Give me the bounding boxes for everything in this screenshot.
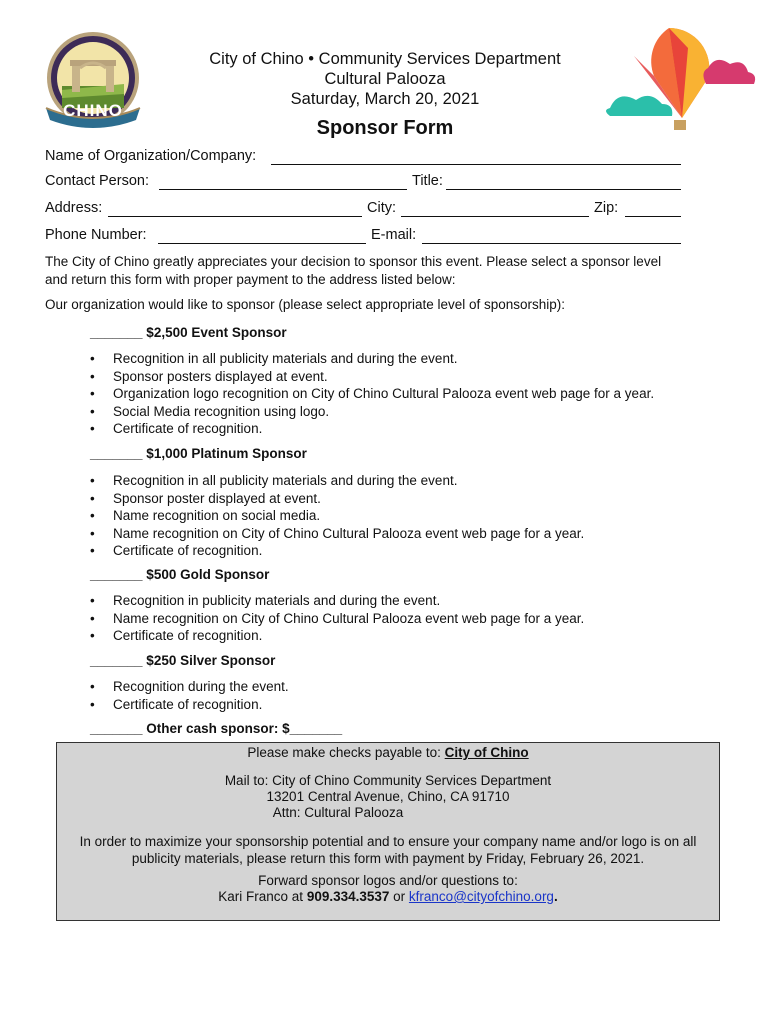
address-label: Address: <box>45 200 103 216</box>
deadline-line-2: publicity materials, please return this form with payment by Friday, February 26, 2021. <box>131 851 645 866</box>
bullet-icon: • <box>90 696 95 712</box>
logo-text: CHINO <box>63 101 123 120</box>
city-of-chino-logo <box>40 28 146 134</box>
benefit-text: Recognition in all publicity materials and during the event. <box>113 473 458 488</box>
contact-line <box>57 889 719 906</box>
deadline-line-1: In order to maximize your sponsorship potential and to ensure your company name and/or logo is on all <box>79 834 697 849</box>
benefit-text: Certificate of recognition. <box>113 628 263 643</box>
title-input-line[interactable] <box>446 189 681 190</box>
benefit-text: Sponsor poster displayed at event. <box>113 490 321 506</box>
zip-label: Zip: <box>594 200 619 216</box>
mail-attn-line: Attn: Cultural Palooza <box>272 805 404 820</box>
benefit-text: Certificate of recognition. <box>113 421 263 436</box>
sponsorship-prompt: Our organization would like to sponsor (please select appropriate level of sponsorship): <box>45 297 566 312</box>
organization-field-row <box>45 148 681 168</box>
list-item <box>88 696 289 714</box>
event-name: Cultural Palooza <box>324 70 446 88</box>
phone-label: Phone Number: <box>45 227 147 243</box>
contact-field-row <box>45 173 681 193</box>
benefit-text: Name recognition on City of Chino Cultural Palooza event web page for a year. <box>113 610 585 626</box>
city-input-line[interactable] <box>401 216 589 217</box>
gold-sponsor-option[interactable]: _______ $500 Gold Sponsor <box>90 567 270 582</box>
city-label: City: <box>367 200 396 216</box>
intro-paragraph: The City of Chino greatly appreciates your decision to sponsor this event. Please select a sponsor level and return this form with proper payment to the address listed below: <box>45 254 662 287</box>
event-header <box>170 49 600 109</box>
list-item <box>88 472 584 490</box>
bullet-icon: • <box>90 386 95 401</box>
payment-info-box <box>56 742 720 921</box>
list-item <box>88 385 654 403</box>
bullet-icon: • <box>90 473 95 488</box>
contact-name: Kari Franco at <box>218 889 307 904</box>
list-item <box>88 592 584 610</box>
bullet-icon: • <box>90 525 95 541</box>
organization-input-line[interactable] <box>271 164 681 165</box>
bullet-icon: • <box>90 490 95 506</box>
bullet-icon: • <box>90 368 95 384</box>
email-input-line[interactable] <box>422 243 681 244</box>
hot-air-balloon-graphic <box>604 26 770 138</box>
bullet-icon: • <box>90 351 95 366</box>
hot-air-balloon-icon <box>604 26 770 138</box>
list-item <box>88 610 584 628</box>
form-title: Sponsor Form <box>316 117 454 139</box>
bullet-icon: • <box>90 508 95 523</box>
checks-payee: City of Chino <box>444 745 529 760</box>
list-item <box>88 542 584 560</box>
benefit-text: Sponsor posters displayed at event. <box>113 368 328 384</box>
department-line: City of Chino • Community Services Department <box>209 50 561 68</box>
benefit-text: Recognition in publicity materials and during the event. <box>113 593 441 608</box>
bullet-icon: • <box>90 628 95 643</box>
benefit-text: Social Media recognition using logo. <box>113 403 330 419</box>
or-text: or <box>389 889 409 904</box>
benefit-text: Name recognition on City of Chino Cultural Palooza event web page for a year. <box>113 525 585 541</box>
zip-input-line[interactable] <box>625 216 681 217</box>
benefit-text: Certificate of recognition. <box>113 543 263 558</box>
contact-person-input-line[interactable] <box>159 189 407 190</box>
benefit-text: Recognition in all publicity materials and during the event. <box>113 351 458 366</box>
checks-payable-line <box>57 745 719 762</box>
other-cash-sponsor-option[interactable]: _______ Other cash sponsor: $_______ <box>90 721 343 736</box>
platinum-sponsor-option[interactable]: _______ $1,000 Platinum Sponsor <box>90 446 307 461</box>
period-text: . <box>553 889 558 904</box>
list-item <box>88 403 654 421</box>
gold-sponsor-benefits <box>88 592 584 645</box>
phone-input-line[interactable] <box>158 243 366 244</box>
address-field-row <box>45 200 681 220</box>
list-item <box>88 420 654 438</box>
event-sponsor-option[interactable]: _______ $2,500 Event Sponsor <box>90 325 287 340</box>
email-label: E-mail: <box>371 227 417 243</box>
forward-logos-line: Forward sponsor logos and/or questions to: <box>258 873 518 888</box>
list-item <box>88 368 654 386</box>
bullet-icon: • <box>90 679 95 694</box>
bullet-icon: • <box>90 403 95 419</box>
list-item <box>88 627 584 645</box>
mail-address-line: 13201 Central Avenue, Chino, CA 91710 <box>266 789 510 804</box>
silver-sponsor-benefits <box>88 678 289 713</box>
benefit-text: Certificate of recognition. <box>113 696 263 712</box>
benefit-text: Organization logo recognition on City of Chino Cultural Palooza event web page for a year. <box>113 386 655 401</box>
contact-person-label: Contact Person: <box>45 173 149 189</box>
title-label: Title: <box>412 173 443 189</box>
address-input-line[interactable] <box>108 216 362 217</box>
list-item <box>88 678 289 696</box>
contact-phone: 909.334.3537 <box>306 889 390 904</box>
event-sponsor-benefits <box>88 350 654 438</box>
event-date: Saturday, March 20, 2021 <box>290 90 480 108</box>
bullet-icon: • <box>90 610 95 626</box>
list-item <box>88 490 584 508</box>
list-item <box>88 350 654 368</box>
bullet-icon: • <box>90 593 95 608</box>
mail-to-line: Mail to: City of Chino Community Services Department <box>224 773 552 788</box>
list-item <box>88 525 584 543</box>
organization-label: Name of Organization/Company: <box>45 148 257 164</box>
list-item <box>88 507 584 525</box>
benefit-text: Name recognition on social media. <box>113 508 321 523</box>
bullet-icon: • <box>90 543 95 558</box>
contact-email-link[interactable]: kfranco@cityofchino.org <box>408 889 554 904</box>
benefit-text: Recognition during the event. <box>113 679 289 694</box>
silver-sponsor-option[interactable]: _______ $250 Silver Sponsor <box>90 653 276 668</box>
phone-field-row <box>45 227 681 247</box>
bullet-icon: • <box>90 421 95 436</box>
checks-payable-label: Please make checks payable to: <box>247 745 445 760</box>
platinum-sponsor-benefits <box>88 472 584 560</box>
